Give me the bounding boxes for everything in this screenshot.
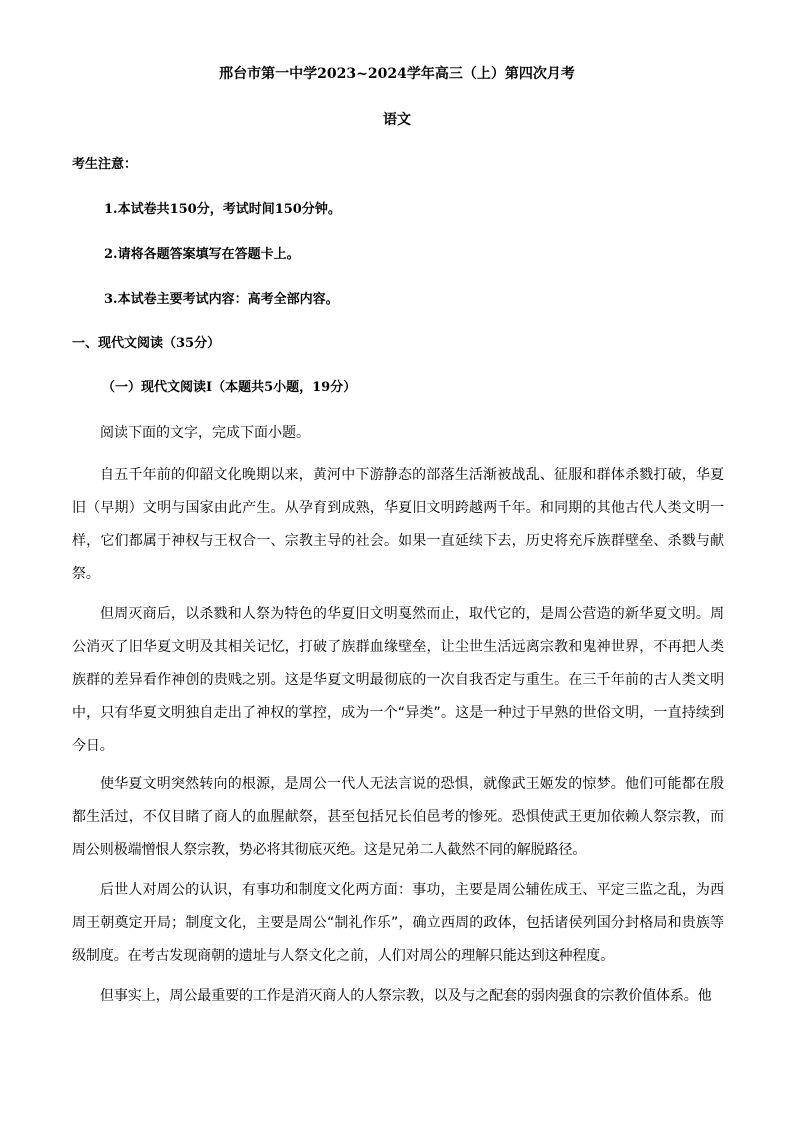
subject-title: 语文 — [383, 112, 411, 128]
notice-heading: 考生注意： — [72, 157, 138, 172]
passage-paragraph: 使华夏文明突然转向的根源，是周公一代人无法言说的恐惧，就像武王姬发的惊梦。他们可能都在殷都生活过，不仅目睹了商人的血腥献祭，甚至包括兄长伯邑考的惨死。恐惧使武王更加依赖人祭宗教，而周公则极端憎恨人祭宗教，势必将其彻底灭绝。这是兄弟二人截然不同的解脱路径。 — [72, 776, 724, 858]
passage-paragraph: 后世人对周公的认识，有事功和制度文化两方面：事功，主要是周公辅佐成王、平定三监之乱，为西周王朝奠定开局；制度文化，主要是周公“制礼作乐”，确立西周的政体，包括诸侯列国分封格局和贵族等级制度。在考古发现商朝的遗址与人祭文化之前，人们对周公的理解只能达到这种程度。 — [72, 882, 724, 964]
notice-item: 2.请将各题答案填写在答题卡上。 — [104, 247, 300, 262]
reading-instruction: 阅读下面的文字，完成下面小题。 — [100, 425, 310, 441]
passage-paragraph: 但周灭商后，以杀戮和人祭为特色的华夏旧文明戛然而止，取代它的，是周公营造的新华夏文明。周公消灭了旧华夏文明及其相关记忆，打破了族群血缘壁垒，让尘世生活远离宗教和鬼神世界，不再把人类族群的差异看作神创的贵贱之别。这是华夏文明最彻底的一次自我否定与重生。在三千年前的古人类文明中，只有华夏文明独自走出了神权的掌控，成为一个“异类”。这是一种过于早熟的世俗文明，一直持续到今日。 — [72, 606, 724, 754]
section-heading: 一、现代文阅读（35分） — [72, 336, 221, 351]
passage-paragraph: 但事实上，周公最重要的工作是消灭商人的人祭宗教，以及与之配套的弱肉强食的宗教价值体系。他 — [100, 988, 712, 1004]
notice-item: 1.本试卷共150分，考试时间150分钟。 — [104, 202, 341, 217]
passage-paragraph: 自五千年前的仰韶文化晚期以来，黄河中下游静态的部落生活渐被战乱、征服和群体杀戮打破，华夏旧（早期）文明与国家由此产生。从孕育到成熟，华夏旧文明跨越两千年。和同期的其他古代人类文明一样，它们都属于神权与王权合一、宗教主导的社会。如果一直延续下去，历史将充斥族群壁垒、杀戮与献祭。 — [72, 467, 724, 582]
exam-title: 邢台市第一中学2023~2024学年高三（上）第四次月考 — [219, 66, 575, 82]
subsection-heading: （一）现代文阅读Ⅰ（本题共5小题，19分） — [102, 380, 357, 395]
notice-item: 3.本试卷主要考试内容：高考全部内容。 — [104, 292, 339, 307]
